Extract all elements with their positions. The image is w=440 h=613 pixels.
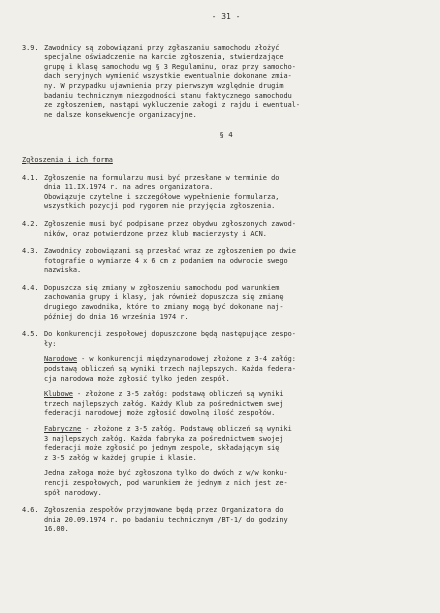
paragraph-number: 4.4. <box>22 283 39 292</box>
text-line: dach seryjnych wymienić wszystkie ewentualnie dokonane zmia- <box>44 72 292 81</box>
paragraph-text <box>44 284 430 322</box>
text-line <box>44 355 430 365</box>
text-line: drugiego zawodnika, które to zmiany mogą być dokonane naj- <box>44 303 284 312</box>
section-mark: § 4 <box>219 130 233 140</box>
team-type-desc: - złożone z 3-5 załóg. Podstawę obliczeń są wyniki <box>81 425 292 433</box>
text-line: rencji zespołowych, pod warunkiem że jednym z nich jest ze- <box>44 478 288 487</box>
text-line: podstawą obliczeń są wyniki trzech najlepszych. Każda federa- <box>44 365 296 374</box>
text-line: Dopuszcza się zmiany w zgłoszeniu samochodu pod warunkiem <box>44 283 280 292</box>
text-line: ny. W przypadku ujawnienia przy pierwszym względnie drugim <box>44 81 284 90</box>
team-type-fabryczne <box>44 425 430 463</box>
text-line: ników, oraz potwierdzone przez klub macierzysty i ACN. <box>44 229 267 238</box>
page-number: - 31 - <box>211 12 241 21</box>
text-line: z 3-5 załóg w każdej grupie i klasie. <box>44 453 197 462</box>
team-type-desc: - w konkurencji międzynarodowej złożone z 3-4 załóg: <box>77 355 296 364</box>
paragraph-number: 4.5. <box>22 330 39 339</box>
text-line: Zgłoszenie na formularzu musi być przesłane w terminie do <box>44 173 280 182</box>
team-type-narodowe <box>44 355 430 384</box>
text-line: dnia 11.IX.1974 r. na adres organizatora. <box>44 183 214 192</box>
text-line: Zgłoszenia zespołów przyjmowane będą przez Organizatora do <box>44 506 284 515</box>
paragraph-text <box>44 247 430 276</box>
paragraph-4-2 <box>22 220 430 239</box>
team-type-term: Klubowe <box>44 390 73 399</box>
paragraph-4-5 <box>22 330 430 498</box>
text-line: zachowania grupy i klasy, jak również dopuszcza się zmianę <box>44 293 284 302</box>
text-line: 16.00. <box>44 525 69 534</box>
team-closing <box>44 469 430 498</box>
text-line: Zgłoszenie musi być podpisane przez obydwu zgłoszonych zawod- <box>44 219 296 228</box>
paragraph-4-3 <box>22 247 430 276</box>
text-line: ze zgłoszeniem, nastąpi wykluczenie załogi z rajdu i ewentual- <box>44 101 300 110</box>
paragraph-text <box>44 220 430 239</box>
text-line: cja narodowa może zgłosić tylko jeden zespół. <box>44 374 230 383</box>
text-line: specjalne oświadczenie na karcie zgłoszenia, stwierdzające <box>44 53 284 62</box>
text-line: nazwiska. <box>44 266 82 275</box>
paragraph-4-1 <box>22 174 430 212</box>
paragraph-number: 4.1. <box>22 173 39 182</box>
text-line: Jedna załoga może być zgłoszona tylko do dwóch z w/w konku- <box>44 469 288 478</box>
text-line: 3 najlepszych załóg. Każda fabryka za pośrednictwem swojej <box>44 434 284 443</box>
text-line <box>44 425 430 435</box>
text-line: badaniu technicznym niezgodności stanu faktycznego samochodu <box>44 91 292 100</box>
text-line: Zawodnicy są zobowiązani przy zgłaszaniu samochodu złożyć <box>44 43 280 52</box>
text-line: spół narodowy. <box>44 488 102 497</box>
paragraph-number: 4.2. <box>22 219 39 228</box>
text-line: federacji może zgłosić po jednym zespole, składającym się <box>44 444 280 453</box>
paragraph-number: 4.3. <box>22 247 39 256</box>
paragraph-number: 4.6. <box>22 506 39 515</box>
paragraph-text <box>44 44 430 121</box>
text-line: dnia 20.09.1974 r. po badaniu technicznym /BT-1/ do godziny <box>44 515 288 524</box>
team-type-term: Fabryczne <box>44 425 82 433</box>
text-line: Do konkurencji zespołowej dopuszczone będą następujące zespo- <box>44 330 296 339</box>
text-line: trzech najlepszych załóg. Każdy Klub za pośrednictwem swej <box>44 399 284 408</box>
paragraph-text <box>44 330 430 498</box>
text-line: federacji narodowej może zgłosić dowolną ilość zespołów. <box>44 409 276 418</box>
text-line: później do dnia 16 września 1974 r. <box>44 312 189 321</box>
paragraph-3-9 <box>22 44 430 121</box>
text-line: fotografie o wymiarze 4 x 6 cm z podaniem na odwrocie swego <box>44 256 288 265</box>
text-line: grupę i klasę samochodu wg § 3 Regulaminu, oraz przy samocho- <box>44 62 296 71</box>
paragraph-4-6 <box>22 506 430 535</box>
paragraph-4-4 <box>22 284 430 322</box>
team-type-term: Narodowe <box>44 355 78 364</box>
team-type-desc: - złożone z 3-5 załóg: podstawą obliczeń są wyniki <box>72 390 284 399</box>
text-line: Obowiązuje czytelne i szczegółowe wypełnienie formularza, <box>44 192 280 201</box>
paragraph-text <box>44 174 430 212</box>
text-line: ne dalsze konsekwencje organizacyjne. <box>44 110 197 119</box>
text-line <box>44 390 430 400</box>
text-line: wszystkich pozycji pod rygorem nie przyjęcia zgłoszenia. <box>44 202 276 211</box>
section-heading: Zgłoszenia i ich forma <box>22 155 113 164</box>
paragraph-number: 3.9. <box>22 43 39 52</box>
paragraph-text <box>44 506 430 535</box>
text-line: Zawodnicy zobowiązani są przesłać wraz ze zgłoszeniem po dwie <box>44 247 296 256</box>
text-line: ły: <box>44 339 57 348</box>
team-type-klubowe <box>44 390 430 419</box>
